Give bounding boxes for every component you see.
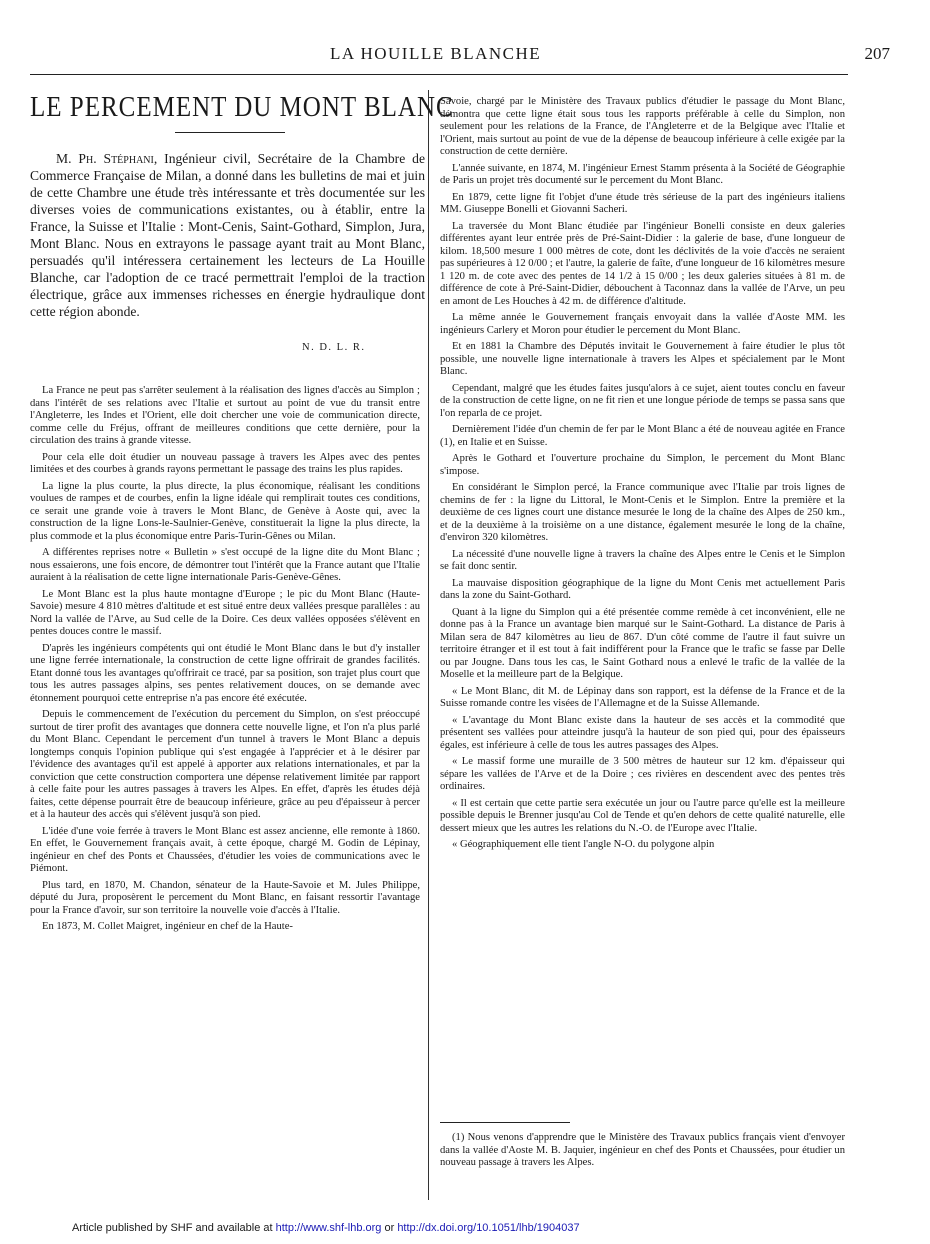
footnote xyxy=(440,1132,845,1170)
paragraph: La France ne peut pas s'arrêter seulement à la réalisation des lignes d'accès au Simplon ; dans l'intérêt de ses relations avec l'Italie et surtout au point de vue du transit entre l'Angleterre, les Indes et l'Orient, elle doit chercher une voie de communication directe, comme celle du Fréjus, offrant de meilleures conditions que cette dernière, pour la circulation des trains à grande vitesse. xyxy=(30,385,420,446)
doi-link[interactable]: http://dx.doi.org/10.1051/lhb/1904037 xyxy=(397,1222,580,1234)
publisher-credit xyxy=(72,1222,580,1234)
paragraph: Le Mont Blanc est la plus haute montagne d'Europe ; le pic du Mont Blanc (Haute-Savoie) mesure 4 810 mètres d'altitude et est situé entre deux vallées presque parallèles : au Nord la vallée de l'Arve, au Sud celle de la Doire. Ces deux vallées opposées s'élèvent en pentes douces contre le massif. xyxy=(30,588,420,637)
editor-signature: N. D. L. R. xyxy=(302,342,366,353)
paragraph: En considérant le Simplon percé, la France communique avec l'Italie par trois lignes de chemins de fer : la ligne du Littoral, le Mont-Cenis et le Simplon. Entre la première et la deuxième de ces lignes court une distance mesurée le long de la chaîne des Alpes de 250 km., et de la deuxième à la troisième on a une distance, également mesurée le long de la chaîne, d'environ 320 kilomètres. xyxy=(440,482,845,543)
paragraph: L'année suivante, en 1874, M. l'ingénieur Ernest Stamm présenta à la Société de Géographie de Paris un projet très documenté sur le percement du Mont Blanc. xyxy=(440,162,845,186)
paragraph: « Géographiquement elle tient l'angle N-O. du polygone alpin xyxy=(452,839,715,850)
credit-prefix: Article published by SHF and available at xyxy=(72,1222,276,1234)
page-number: 207 xyxy=(864,44,890,63)
title-rule xyxy=(175,132,285,133)
paragraph: Après le Gothard et l'ouverture prochaine du Simplon, le percement du Mont Blanc s'impose. xyxy=(440,453,845,477)
paragraph: L'idée d'une voie ferrée à travers le Mont Blanc est assez ancienne, elle remonte à 1860. En effet, le Gouvernement français avait, à cette époque, chargé M. Godin de Lépinay, ingénieur en chef des Ponts et Chaussées, d'étudier les voies de communications avec le Piémont. xyxy=(30,825,420,874)
paragraph: En 1879, cette ligne fit l'objet d'une étude très sérieuse de la part des ingénieurs italiens MM. Giuseppe Bonelli et Giovanni Sacheri. xyxy=(440,191,845,215)
paragraph: La nécessité d'une nouvelle ligne à travers la chaîne des Alpes entre le Cenis et le Simplon se fait donc sentir. xyxy=(440,548,845,572)
article-title: LE PERCEMENT DU MONT BLANC xyxy=(30,91,454,123)
footnote-rule xyxy=(440,1122,570,1123)
paragraph: La mauvaise disposition géographique de la ligne du Mont Cenis met actuellement Paris dans la zone du Saint-Gothard. xyxy=(440,577,845,601)
paragraph: La même année le Gouvernement français envoyait dans la vallée d'Aoste MM. les ingénieurs Carlery et Moron pour étudier le percement du Mont Blanc. xyxy=(440,312,845,336)
paragraph: La ligne la plus courte, la plus directe, la plus économique, réalisant les conditions voulues de rampes et de courbes, enfin la ligne idéale qui remplirait toutes ces conditions, ce serait une grande voie à travers le Mont Blanc, de Genève à Aoste qui, avec la construction de la ligne Lons-le-Saulnier-Genève, constituerait la ligne la plus directe, la plus commode et la plus économique entre Paris-Turin-Gênes ou Milan. xyxy=(30,480,420,542)
paragraph: D'après les ingénieurs compétents qui ont étudié le Mont Blanc dans le but d'y installer une ligne ferrée internationale, la construction de cette ligne offrirait de grandes facilités. Etant donné tous les avantages qu'offrirait ce tracé, par sa position, son trajet plus court que tous les autres passages alpins, ses pentes relativement douces, on se demande avec étonnement pourquoi cette entreprise n'a pas encore été exécutée. xyxy=(30,642,420,704)
paragraph: Depuis le commencement de l'exécution du percement du Simplon, on s'est préoccupé surtout de tirer profit des avantages que donnera cette nouvelle ligne, et l'on n'a plus parlé du Mont Blanc. Cependant le percement d'un tunnel à travers le Mont Blanc a depuis longtemps conquis l'opinion publique qui s'est engagée à l'apprécier et à le désirer par l'évidence des avantages qu'il est appelé à apporter aux relations internationales, et par la conviction que cette construction comportera une dépense relativement limitée par rapport à celle faite pour les autres passages à travers les Alpes. En effet, d'après les études déjà faites, cette dépense pourrait être de beaucoup inférieure, grâce au peu d'épaisseur à percer et à la hauteur des accès qui s'élèvent jusqu'à son pied. xyxy=(30,709,420,820)
paragraph: « Le Mont Blanc, dit M. de Lépinay dans son rapport, est la défense de la France et de la Suisse romande contre les visées de l'Allemagne et de la Suisse Allemande. xyxy=(440,685,845,709)
paragraph: « L'avantage du Mont Blanc existe dans la hauteur de ses accès et la commodité que présentent ses vallées pour atteindre jusqu'à la hauteur de son pied qui, pour des épaisseurs égales, est inférieure à celle de tous les autres passages des Alpes. xyxy=(440,714,845,751)
author-name: M. Ph. Stéphani, xyxy=(56,151,158,166)
paragraph: Pour cela elle doit étudier un nouveau passage à travers les Alpes avec des pentes limitées et des courbes à grands rayons permettant le passage des trains les plus rapides. xyxy=(30,451,420,475)
footnote-text: (1) Nous venons d'apprendre que le Ministère des Travaux publics français vient d'envoyer dans la vallée d'Aoste M. B. Jaquier, ingénieur en chef des Ponts et Chaussées, pour étudier un nouveau passage à travers les Alpes. xyxy=(440,1132,845,1168)
credit-middle: or xyxy=(381,1222,398,1234)
paragraph: Et en 1881 la Chambre des Députés invitait le Gouvernement à faire étudier le plus tôt possible, une nouvelle ligne internationale à travers les Alpes et spécialement par le Mont Blanc. xyxy=(440,341,845,377)
paragraph: « Le massif forme une muraille de 3 500 mètres de hauteur sur 12 km. d'épaisseur qui sépare les vallées de l'Arve et de la Doire ; ces rivières en descendent avec des pentes très ordinaires. xyxy=(440,756,845,792)
header-rule xyxy=(30,74,848,75)
editorial-intro xyxy=(30,150,425,320)
paragraph: Savoie, chargé par le Ministère des Travaux publics d'étudier le passage du Mont Blanc, démontra que cette ligne était sous tous les rapports préférable à celle du Simplon, non seulement pour les relations de la France, de l'Angleterre et de la Belgique avec l'Italie et l'Orient, mais surtout au point de vue de la dépense de beaucoup inférieure à celle exigée par la construction de cette dernière. xyxy=(440,96,845,157)
paragraph: A différentes reprises notre « Bulletin » s'est occupé de la ligne dite du Mont Blanc ; nous essaierons, une fois encore, de démontrer tout l'intérêt que la France autant que l'Italie auraient à la réalisation de cette ligne internationale Paris-Genève-Gênes. xyxy=(30,547,420,583)
paragraph: En 1873, M. Collet Maigret, ingénieur en chef de la Haute- xyxy=(42,921,293,932)
paragraph: Plus tard, en 1870, M. Chandon, sénateur de la Haute-Savoie et M. Jules Philippe, député du Jura, proposèrent le percement du Mont Blanc, en faisant ressortir l'avantage pour la France d'avoir, sur son territoire la nouvelle voie d'accès à l'Italie. xyxy=(30,879,420,916)
paragraph: Dernièrement l'idée d'un chemin de fer par le Mont Blanc a été de nouveau agitée en France (1), en Italie et en Suisse. xyxy=(440,424,845,448)
paragraph: Quant à la ligne du Simplon qui a été présentée comme remède à cet inconvénient, elle ne donne pas à la France un avantage bien marqué sur le Saint-Gothard. La distance de Paris à Milan sera de 847 kilomètres au lieu de 867. D'un côté comme de l'autre il faut suivre un territoire étranger et il est tout à fait indifférent pour la France que le trafic se fasse par Delle ou par Jougne. Dans tous les cas, le Saint Gothard nous a enlevé le trafic de la vallée de la Moselle et la meilleure part de la Belgique. xyxy=(440,606,845,680)
site-link[interactable]: http://www.shf-lhb.org xyxy=(275,1222,382,1234)
paragraph: La traversée du Mont Blanc étudiée par l'ingénieur Bonelli consiste en deux galeries différentes ayant leur entrée près de Pré-Saint-Didier : la galerie de base, d'une longueur de kilom. 18,500 mesure 1 000 mètres de cote, dont les déclivités de la voie d'accès ne seraient pas supérieures à 12 0/00 ; et l'autre, la galerie de faîte, d'une longueur de 16 kilomètres mesure 1 120 m. de cote avec des pentes de 14 1/2 à 15 0/00 ; les deux galeries situées à 81 m. de différence de cote à Pré-Saint-Didier, débouchent à Taconnaz dans la vallée de l'Arve, un peu en amont de Les Houches à 42 m. de différence d'altitude. xyxy=(440,220,845,307)
paragraph: « Il est certain que cette partie sera exécutée un jour ou l'autre parce qu'elle est la meilleure possible depuis le Brenner jusqu'au Col de Tende et qu'en dehors de cette qualité naturelle, elle dessert mieux que les autres les relations du N.-O. de l'Europe avec l'Italie. xyxy=(440,797,845,834)
column-divider xyxy=(428,90,429,1200)
right-column xyxy=(440,96,845,856)
intro-text: Ingénieur civil, Secrétaire de la Chambre de Commerce Française de Milan, a donné dans les bulletins de mai et juin de cette Chambre une étude très intéressante et très documentée sur les diverses voies de communications existantes, ou à établir, entre la France, la Suisse et l'Italie : Mont-Cenis, Saint-Gothard, Simplon, Jura, Mont Blanc. Nous en extrayons le passage ayant trait au Mont Blanc, persuadés qu'il intéressera certainement les lecteurs de La Houille Blanche, car l'adoption de ce tracé permettrait l'emploi de la traction électrique, grâce aux immenses richesses en énergie hydraulique dont cette région abonde. xyxy=(30,151,425,319)
paragraph: Cependant, malgré que les études faites jusqu'alors à ce sujet, aient toutes conclu en faveur de la construction de cette ligne, on ne fit rien et une longue période de temps se passa sans que l'on reparla de ce projet. xyxy=(440,382,845,419)
running-header: LA HOUILLE BLANCHE xyxy=(330,44,542,63)
left-column xyxy=(30,385,420,938)
